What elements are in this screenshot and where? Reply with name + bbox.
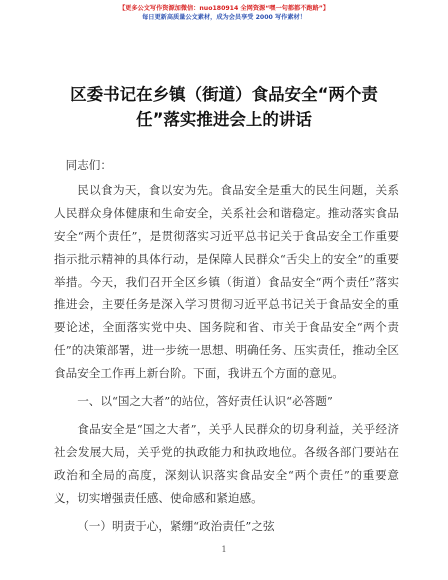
subsection-heading-1: （一）明责于心，紧绷“政治责任”之弦 (77, 518, 275, 533)
page-number: 1 (221, 545, 227, 554)
paragraph-section-1: 食品安全是“国之大者”，关乎人民群众的切身利益，关乎经济社会发展大局，关乎党的执政能力和执政地位。各级各部门要站在政治和全局的高度，深刻认识落实食品安全“两个责任”的重要意义，切实增强责任感、使命感和紧迫感。 (54, 421, 399, 505)
title-line-2: 任”落实推进会上的讲话 (136, 110, 312, 129)
document-body (54, 154, 399, 543)
paragraph-intro: 民以食为天，食以安为先。食品安全是重大的民生问题，关系人民群众身体健康和生命安全，关系社会和谐稳定。推动落实食品安全“两个责任”，是贯彻落实习近平总书记关于食品安全工作重要指示批示精神的具体行动，是保障人民群众“舌尖上的安全”的重要举措。今天，我们召开全区乡镇（街道）食品安全“两个责任”落实推进会，主要任务是深入学习贯彻习近平总书记关于食品安全的重要论述，全面落实党中央、国务院和省、市关于食品安全“两个责任”的决策部署，进一步统一思想、明确任务、压实责任，推动全区食品安全工作再上新台阶。下面，我讲五个方面的意见。 (54, 182, 399, 381)
section-heading-1: 一、以“国之大者”的站位，答好责任认识“必答题” (77, 394, 333, 409)
promo-line-2: 每日更新高质量公文素材，成为会员享受 2000 写作素材！ (142, 14, 306, 21)
title-line-1: 区委书记在乡镇（街道）食品安全“两个责 (70, 85, 378, 104)
document-title (30, 82, 418, 132)
salutation: 同志们： (65, 158, 112, 172)
promo-banner (0, 4, 448, 22)
promo-line-1: 【更多公文写作资源加微信：nuo180914 全网资源“嘿一句都都不跑路”】 (118, 5, 330, 12)
